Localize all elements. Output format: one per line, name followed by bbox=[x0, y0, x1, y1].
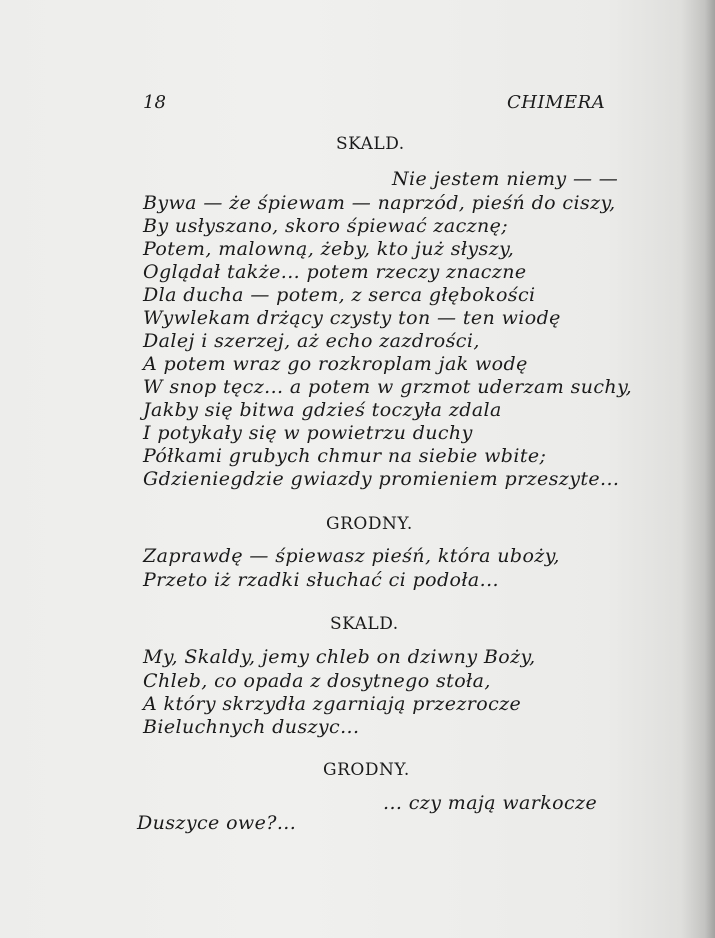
verse-line: Przeto iż rzadki słuchać ci podoła... bbox=[143, 569, 499, 591]
speaker-heading: SKALD. bbox=[336, 134, 405, 154]
running-title: CHIMERA bbox=[507, 92, 606, 113]
verse-line: Potem, malowną, żeby, kto już słyszy, bbox=[143, 238, 515, 260]
speaker-heading: SKALD. bbox=[330, 614, 399, 634]
verse-line: Duszyce owe?... bbox=[137, 812, 297, 834]
verse-line: A który skrzydła zgarniają przezrocze bbox=[143, 693, 522, 715]
verse-line: Dalej i szerzej, aż echo zazdrości, bbox=[143, 330, 480, 352]
verse-line: Nie jestem niemy — — bbox=[392, 168, 619, 190]
verse-line: W snop tęcz... a potem w grzmot uderzam suchy, bbox=[143, 376, 633, 398]
page-number: 18 bbox=[143, 92, 166, 113]
verse-line: My, Skaldy, jemy chleb on dziwny Boży, bbox=[143, 646, 536, 668]
verse-line: I potykały się w powietrzu duchy bbox=[143, 422, 473, 444]
verse-line: Zaprawdę — śpiewasz pieśń, która uboży, bbox=[143, 545, 560, 567]
verse-line: Wywlekam drżący czysty ton — ten wiodę bbox=[143, 307, 561, 329]
verse-line: Półkami grubych chmur na siebie wbite; bbox=[143, 445, 547, 467]
verse-line: A potem wraz go rozkroplam jak wodę bbox=[143, 353, 528, 375]
verse-line: ... czy mają warkocze bbox=[383, 792, 598, 814]
verse-line: Gdzieniegdzie gwiazdy promieniem przeszyte... bbox=[143, 468, 620, 490]
speaker-heading: GRODNY. bbox=[326, 514, 413, 534]
speaker-heading: GRODNY. bbox=[323, 760, 410, 780]
verse-line: Bywa — że śpiewam — naprzód, pieśń do ciszy, bbox=[143, 192, 616, 214]
verse-line: Chleb, co opada z dosytnego stoła, bbox=[143, 670, 491, 692]
page-edge-shadow bbox=[681, 0, 715, 938]
verse-line: Oglądał także... potem rzeczy znaczne bbox=[143, 261, 527, 283]
verse-line: Bieluchnych duszyc... bbox=[143, 716, 360, 738]
verse-line: Jakby się bitwa gdzieś toczyła zdala bbox=[143, 399, 502, 421]
verse-line: By usłyszano, skoro śpiewać zacznę; bbox=[143, 215, 509, 237]
verse-line: Dla ducha — potem, z serca głębokości bbox=[143, 284, 536, 306]
